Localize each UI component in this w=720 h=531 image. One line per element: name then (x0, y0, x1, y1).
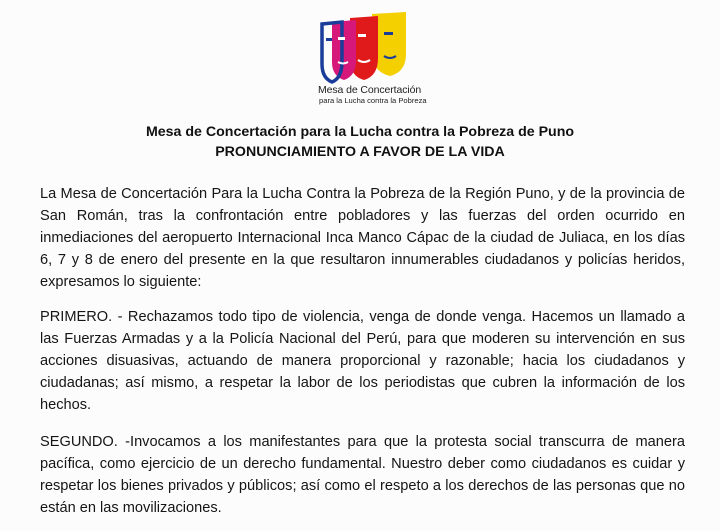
primero-paragraph: PRIMERO. - Rechazamos todo tipo de violencia, venga de donde venga. Hacemos un llamado a las Fuerzas Armadas y a la Policía Nacional del Perú, para que moderen su intervención en sus acciones disuasivas, actuando de manera proporcional y razonable; hacia los ciudadanos y ciudadanas; así mismo, a respetar la labor de los periodistas que cubren la información de los hechos. (40, 309, 685, 413)
intro-paragraph: La Mesa de Concertación Para la Lucha Contra la Pobreza de la Región Puno, y de la provincia de San Román, tras la confrontación entre pobladores y las fuerzas del orden ocurrido en inmediaciones del aeropuerto Internacional Inca Manco Cápac de la ciudad de Juliaca, en los días 6, 7 y 8 de enero del presente en la que resultaron innumerables ciudadanos y policías heridos, expresamos lo siguiente: (40, 186, 685, 290)
faces-logo-icon (314, 10, 414, 84)
document-title: Mesa de Concertación para la Lucha contra la Pobreza de Puno (145, 124, 575, 140)
segundo-paragraph: SEGUNDO. -Invocamos a los manifestantes para que la protesta social transcurra de manera pacífica, como ejercicio de un derecho fundamental. Nuestro deber como ciudadanos es cuidar y respetar los bienes privados y públicos; así como el respeto a los derechos de las personas que no están en las movilizaciones. (40, 434, 685, 516)
document-subtitle: PRONUNCIAMIENTO A FAVOR DE LA VIDA (215, 144, 505, 160)
logo-text-main: Mesa de Concertación (318, 84, 422, 96)
logo-text-sub: para la Lucha contra la Pobreza (319, 96, 427, 105)
